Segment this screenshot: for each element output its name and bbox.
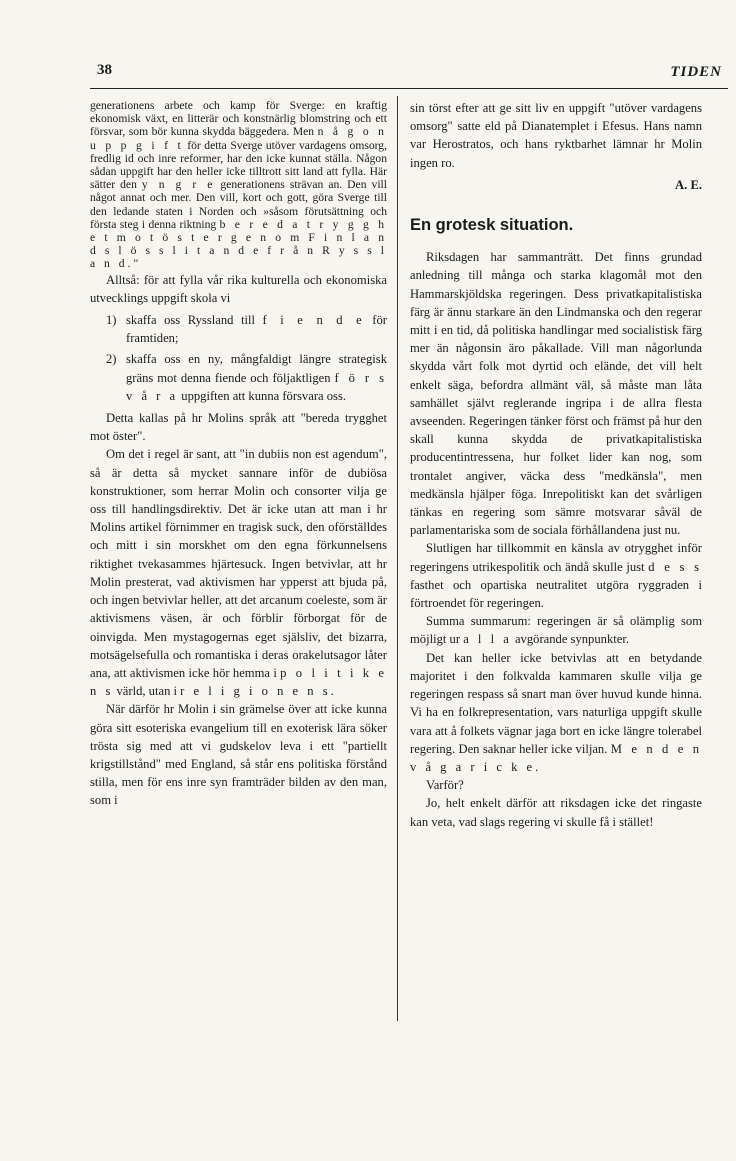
left-column xyxy=(90,99,387,810)
column-divider xyxy=(397,96,398,1021)
intro-paragraph: generationens arbete och kamp för Sverge: en kraftig ekonomisk växt, en litterär och konstnärlig blomstring och ett försvar, som bör kunna skydda bäggedera. Men n å g o n u p p g i f t för detta Sverge utöver vardagens omsorg, fredlig id och inre reformer, har den icke kunnat ställa. Någon sådan uppgift har den heller icke tilltrott sitt land att fylla. Här sätter den y n g r e generationens strävan an. Den vill något annat och mer. Den vill, kort och gott, göra Sverge till den ledande staten i Norden och »såsom förutsättning och första steg i denna riktning b e r e d a t r y g g h e t m o t ö s t e r g e n o m F i n l a n d s l ö s s l i t a n d e f r å n R y s s l a n d." xyxy=(90,99,387,271)
right-column xyxy=(410,99,702,831)
list-item: 1) skaffa oss Ryssland till f i e n d e för framtiden; xyxy=(106,313,387,346)
paragraph: Riksdagen har sammanträtt. Det finns grundad anledning till många och starka klagomål mot den Hammarskjöldska regeringen. Dess privatkapitalistiska färg är ännu starkare än den Lindmanska och den regerar mitt i en tid, då politiska handlingar med socialistisk färg mer än någonsin äro påkallade. Vill man någorlunda skydda vårt folk mot dyrtid och elände, det vill helt enkelt säga, befordra allmänt väl, så måste man låta samhället självt reglerande ingripa i de allra flesta avseenden. Regeringen tänker först och främst på hur den skall kunna skydda de privatkapitalistiska producentintressena, hur folket lider kan nog, som trontalet angiver, väcka dess "medkänsla", men medkänsla hjälper föga. Inrepolitiskt kan det svårligen tänkas en regering som sämre motsvarar såväl de parlamentariska som de sociala förhållandena just nu. xyxy=(410,250,702,538)
paragraph: sin törst efter att ge sitt liv en uppgift "utöver vardagens omsorg" satte eld på Dianatemplet i Efesus. Hans namn var Herostratos, och hans ryktbarhet lämnar hr Molin ingen ro. xyxy=(410,101,702,170)
list-item: 2) skaffa oss en ny, mångfaldigt längre strategisk gräns mot denna fiende och följaktligen f ö r s v å r a uppgiften att kunna försvara oss. xyxy=(106,352,387,403)
header-rule xyxy=(90,88,728,89)
paragraph: Det kan heller icke betvivlas att en betydande majoritet i den folkvalda kammaren skulle vilja ge regeringen respass så snart man över huvud kunde hinna. Vi ha en folkrepresentation, vars naturliga uppgift skulle vara att å folkets vägnar jaga bort en icke längre tolerabel regering. Den saknar heller icke viljan. M e n d e n v å g a r i c k e. xyxy=(410,650,702,774)
author-signature: A. E. xyxy=(675,177,702,192)
journal-running-head: TIDEN xyxy=(670,64,722,80)
page-number: 38 xyxy=(97,62,112,78)
paragraph: Varför? xyxy=(426,778,464,793)
paragraph: Om det i regel är sant, att "in dubiis non est agendum", så är detta så mycket sannare inför de dubiösa konstruktioner, som herrar Molin och consorter vilja ge oss till handlingsdirektiv. Det är icke utan att man i hr Molins artikel förnimmer en tragisk suck, den oförställdes och mitt i sin morskhet om den egna förkunnelsens riktighet tvekasammes hjärtesuck. Ingen betvivlar, att hr Molin presterat, vad aktivismen har ypperst att bjuda på, och ingen betvivlar heller, att det arcanum coelestе, som är aktivismens väsen, är och förblir förborgat för de oinvigda. Men mystagogernas eget själsliv, det bizarra, motsägelsefulla och romantiska i deras orakelutsagor låter ana, att aktivismen icke hör hemma i p o l i t i k e n s värld, utan i r e l i g i o n e n s. xyxy=(90,447,387,699)
numbered-list xyxy=(106,311,387,405)
paragraph: Slutligen har tillkommit en känsla av otrygghet inför regeringens utrikespolitik och ändå skulle just d e s s fasthet och opartiska neutralitet utgöra ryggraden i förtroendet för regeringen. xyxy=(410,541,702,611)
paragraph: Summa summarum: regeringen är så olämplig som möjligt ur a l l a avgörande synpunkter. xyxy=(410,614,702,647)
paragraph: Jo, helt enkelt därför att riksdagen icke det ringaste kan veta, vad slags regering vi skulle få i stället! xyxy=(410,796,702,829)
article-heading: En grotesk situation. xyxy=(410,216,574,235)
paragraph: Detta kallas på hr Molins språk att "bereda trygghet mot öster". xyxy=(90,411,387,444)
paragraph: När därför hr Molin i sin grämelse över att icke kunna göra sitt esoteriska evangelium till en exoterisk lära söker trösta sig med att vi gudskelov leva i ett "partiellt krigstillstånd" med England, så står ens politiska förstånd stilla, men för ens inre syn framträder bilden av den man, som i xyxy=(90,702,387,808)
paragraph: Alltså: för att fylla vår rika kulturella och ekonomiska utvecklings uppgift skola vi xyxy=(90,272,387,305)
